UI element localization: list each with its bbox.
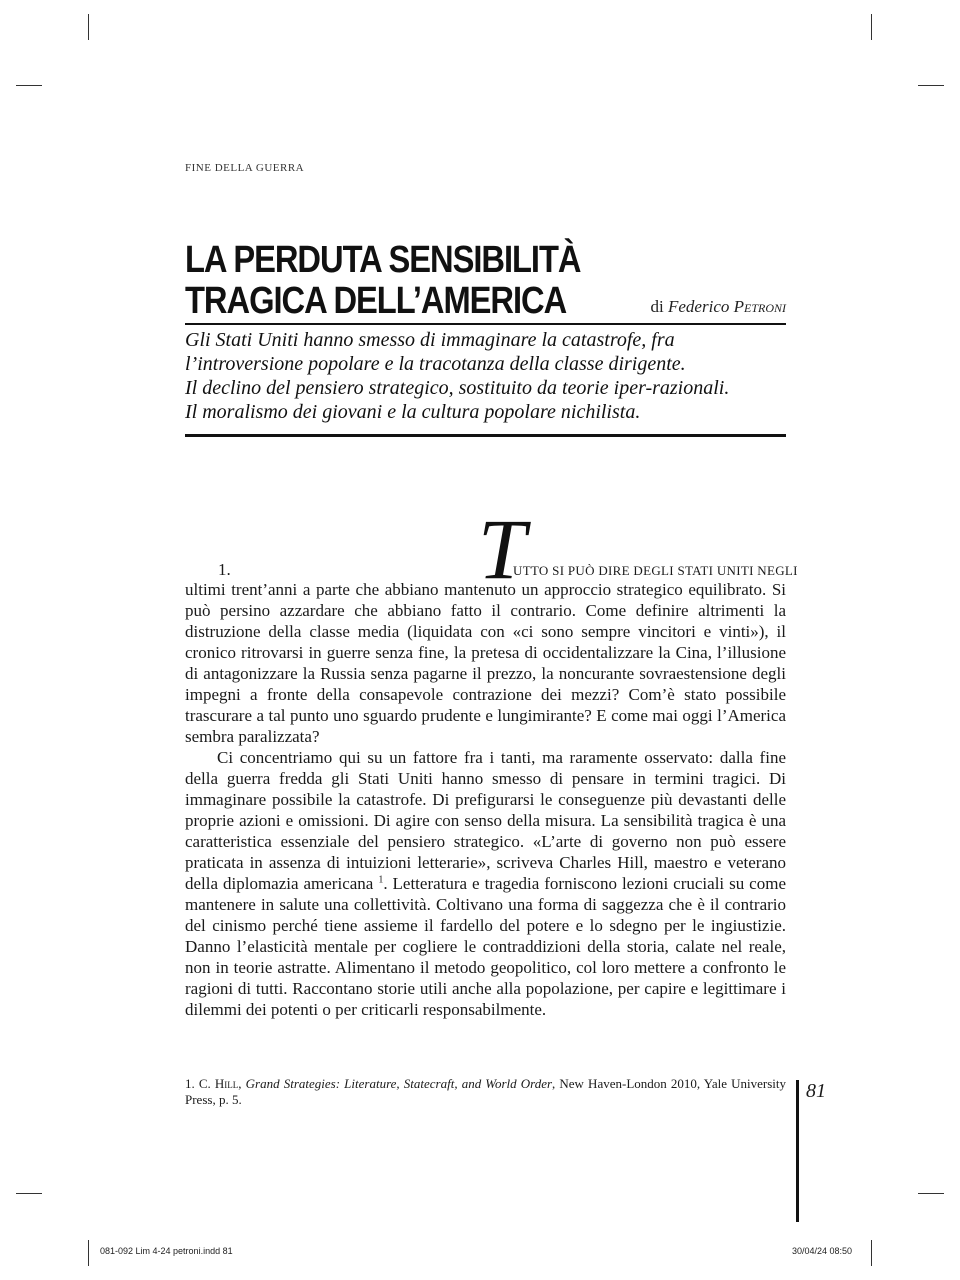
paragraph-text: Ci concentriamo qui su un fattore fra i tanti, ma raramente osservato: dalla fine della guerra fredda gli Stati Uniti hanno smesso di pensare in termini tragici. Di immaginare possibile la catastrofe. Di prefigurarsi le conseguenze più devastanti delle proprie azioni e omissioni. Di agire con senso della misura. La sensibilità tragica è una caratteristica essenziale del pensiero strategico. «L’arte di governo non può essere praticata in assenza di intuizioni letterarie», scriveva Charles Hill, maestro e veterano della diplomazia americana [185,748,786,893]
footnote-number: 1. [185,1076,195,1091]
abstract-line: Il declino del pensiero strategico, sostituito da teorie iper-razionali. [185,377,730,399]
footnote-author: C. Hill, [198,1076,242,1091]
crop-mark [88,1240,89,1266]
footnote-details: , New Haven-London 2010, Yale University Press, p. 5. [185,1076,786,1107]
paragraph-text: . Letteratura e tragedia forniscono lezioni cruciali su come mantenere in salute una collettività. Coltivano una forma di saggezza che è il contrario del cinismo perché tiene assieme il fardello del potere e lo sdegno per le ingiustizie. Danno l’elasticità mentale per cogliere le contraddizioni della storia, calate nel reale, non in teorie astratte. Alimentano il metodo geopolitico, col loro mettere a confronto le ragioni di tutti. Raccontano storie utili anche alla popolazione, per capire e legittimare i dilemmi dei potenti o per criticarli responsabilmente. [185,874,786,1019]
crop-mark [16,1193,42,1194]
author-last-name: Petroni [733,297,786,316]
crop-mark [918,1193,944,1194]
crop-mark [918,85,944,86]
article-body [185,579,786,1020]
opening-small-caps [513,563,798,579]
footnote-work-title: Grand Strategies: Literature, Statecraft, and World Order [245,1076,553,1091]
author-first-name: Federico [668,297,730,316]
abstract-bottom-rule [185,434,786,437]
page-number: 81 [806,1080,826,1102]
body-paragraph: ultimi trent’anni a parte che abbiano mantenuto un approccio strategico equilibrato. Si può persino azzardare che abbiano fatto il contrario. Come definire altrimenti la distruzione della classe media (liquidata con «ci sono sempre vincitori e vinti»), il cronico ritrovarsi in guerre senza fine, la pretesa di occidentalizzare la Cina, l’illusione di antagonizzare la Russia senza pagarne il prezzo, la noncurante sovraestensione degli impegni a fronte della consapevole contrazione dei mezzi? Com’è stato possibile trascurare a tal punto uno sguardo prudente e lungimirante? E come mai oggi l’America sembra paralizzata? [185,580,786,746]
opening-text: UTTO SI PUÒ DIRE DEGLI STATI UNITI NEGLI [513,563,798,578]
title-line: LA PERDUTA SENSIBILITÀ [185,239,581,281]
footnote-reference[interactable]: 1 [378,874,384,886]
crop-mark [16,85,42,86]
crop-mark [871,1240,872,1266]
crop-mark [88,14,89,40]
drop-cap: T [478,501,526,597]
footnote [185,1076,786,1108]
page-number-rule [796,1080,799,1222]
slug-file: 081-092 Lim 4-24 petroni.indd 81 [100,1246,233,1256]
body-paragraph [185,747,786,1020]
slug-timestamp: 30/04/24 08:50 [792,1246,853,1256]
article-title [185,240,580,322]
byline-prefix: di [650,297,664,316]
abstract [185,328,786,424]
abstract-line: Il moralismo dei giovani e la cultura popolare nichilista. [185,401,641,423]
abstract-top-rule [185,323,786,325]
crop-mark [871,14,872,40]
title-line: TRAGICA DELL’AMERICA [185,280,567,322]
section-number: 1. [218,560,231,579]
abstract-line: Gli Stati Uniti hanno smesso di immaginare la catastrofe, fra [185,329,675,351]
abstract-line: l’introversione popolare e la tracotanza della classe dirigente. [185,353,686,375]
section-label: FINE DELLA GUERRA [185,162,305,174]
byline [651,297,786,317]
